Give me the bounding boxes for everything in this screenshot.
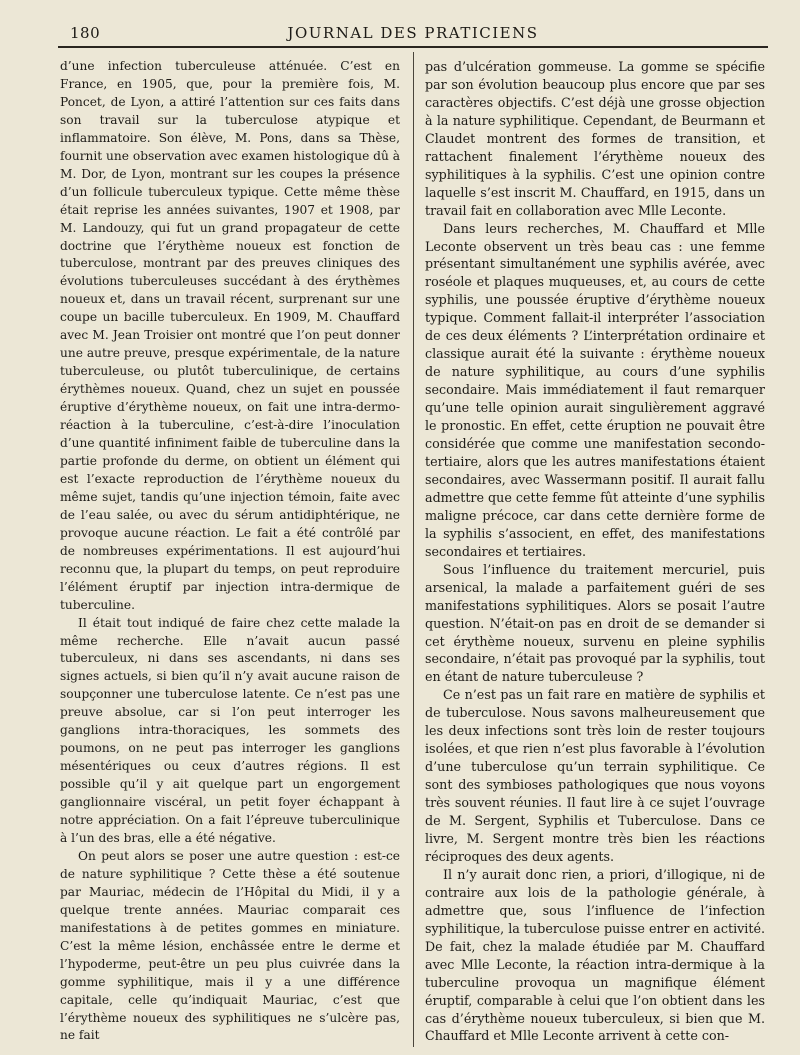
paragraph: Ce n’est pas un fait rare en matière de syphilis et de tuberculose. Nous savons malheureusement que les deux infections sont très loin de rester toujours isolées, et que rien n’est plus favorable à l’évolution d’une tuberculose qu’un terrain syphilitique. Ce sont des symbioses pathologiques que nous voyons très souvent réunies. Il faut lire à ce sujet l’ouvrage de M. Sergent, Syphilis et Tuberculose. Dans ce livre, M. Sergent montre très bien les réactions réciproques des deux agents. xyxy=(425,687,765,864)
paragraph: On peut alors se poser une autre question : est-ce de nature syphilitique ? Cette thèse a été soutenue par Mauriac, médecin de l’Hôpital du Midi, il y a quelque trente années. Mauriac comparait ces manifestations à de petites gommes en miniature. C’est la même lésion, enchâssée entre le derme et l’hypoderme, peut-être un peu plus cuivrée dans la gomme syphilitique, mais il y a une différence capitale, celle qu’indiquait Mauriac, c’est que l’érythème noueux des syphilitiques ne s’ulcère pas, ne fait xyxy=(60,848,400,1043)
page-header xyxy=(58,14,768,44)
right-column xyxy=(425,58,765,1045)
paragraph: Il était tout indiqué de faire chez cette malade la même recherche. Elle n’avait aucun passé tuberculeux, ni dans ses ascendants, ni dans ses signes actuels, si bien qu’il n’y avait aucune raison de soupçonner une tuberculose latente. Ce n’est pas une preuve absolue, car si l’on peut interroger les ganglions intra-thoraciques, les sommets des poumons, on ne peut pas interroger les ganglions mésentériques ou ceux d’autres régions. Il est possible qu’il y ait quelque part un engorgement ganglionnaire viscéral, un petit foyer échappant à notre appréciation. On a fait l’épreuve tuberculinique à l’un des bras, elle a été négative. xyxy=(60,615,400,845)
paragraph: Dans leurs recherches, M. Chauffard et Mlle Leconte observent un très beau cas : une femme présentant simultanément une syphilis avérée, avec roséole et plaques muqueuses, et, au cours de cette syphilis, une poussée éruptive d’érythème noueux typique. Comment fallait-il interpréter l’association de ces deux éléments ? L’interprétation ordinaire et classique aurait été la suivante : érythème noueux de nature syphilitique, au cours d’une syphilis secondaire. Mais immédiatement il faut remarquer qu’une telle opinion aurait singulièrement aggravé le pronostic. En effet, cette éruption ne pouvait être considérée que comme une manifestation secondo-tertiaire, alors que les autres manifestations étaient secondaires, avec Wassermann positif. Il aurait fallu admettre que cette femme fût atteinte d’une syphilis maligne précoce, car dans cette dernière forme de la syphilis s’associent, en effet, des manifestations secondaires et tertiaires. xyxy=(425,220,765,559)
paragraph: Sous l’influence du traitement mercuriel, puis arsenical, la malade a parfaitement guéri de ses manifestations syphilitiques. Alors se posait l’autre question. N’était-on pas en droit de se demander si cet érythème noueux, survenu en pleine syphilis secondaire, n’était pas provoqué par la syphilis, tout en étant de nature tuberculeuse ? xyxy=(425,561,765,685)
page-number: 180 xyxy=(70,24,101,42)
column-divider xyxy=(413,52,414,1047)
paragraph: d’une infection tuberculeuse atténuée. C’est en France, en 1905, que, pour la première fois, M. Poncet, de Lyon, a attiré l’attention sur ces faits dans son travail sur la tuberculose atypique et inflammatoire. Son élève, M. Pons, dans sa Thèse, fournit une observation avec examen histologique dû à M. Dor, de Lyon, montrant sur les coupes la présence d’un follicule tuberculeux typique. Cette même thèse était reprise les années suivantes, 1907 et 1908, par M. Landouzy, qui fut un grand propagateur de cette doctrine que l’érythème noueux est fonction de tuberculose, montrant par des preuves cliniques des évolutions tuberculeuses succédant à des érythèmes noueux et, dans un travail récent, surprenant sur une coupe un bacille tuberculeux. En 1909, M. Chauffard avec M. Jean Troisier ont montré que l’on peut donner une autre preuve, presque expérimentale, de la nature tuberculeuse, ou plutôt tuberculinique, de certains érythèmes noueux. Quand, chez un sujet en poussée éruptive d’érythème noueux, on fait une intra-dermo-réaction à la tuberculine, c’est-à-dire l’inoculation d’une quantité infiniment faible de tuberculine dans la partie profonde du derme, on obtient un élément qui est l’exacte reproduction de l’érythème noueux du même sujet, tandis qu’une injection témoin, faite avec de l’eau salée, ou avec du sérum antidiphtérique, ne provoque aucune réaction. Le fait a été contrôlé par de nombreuses expérimentations. Il est aujourd’hui reconnu que, la plupart du temps, on peut reproduire l’élément éruptif par injection intra-dermique de tuberculine. xyxy=(60,59,400,612)
header-rule xyxy=(58,46,768,48)
paragraph: Il n’y aurait donc rien, a priori, d’illogique, ni de contraire aux lois de la pathologie générale, à admettre que, sous l’influence de l’infection syphilitique, la tuberculose puisse entrer en activité. De fait, chez la malade étudiée par M. Chauffard avec Mlle Leconte, la réaction intra-dermique à la tuberculine provoqua un magnifique élément éruptif, comparable à celui que l’on obtient dans les cas d’érythème noueux tuberculeux, si bien que M. Chauffard et Mlle Leconte arrivent à cette con- xyxy=(425,866,765,1044)
left-column xyxy=(60,58,400,1045)
paragraph: pas d’ulcération gommeuse. La gomme se spécifie par son évolution beaucoup plus encore que par ses caractères objectifs. C’est déjà une grosse objection à la nature syphilitique. Cependant, de Beurmann et Claudet montrent des formes de transition, et rattachent finalement l’érythème noueux des syphilitiques à la syphilis. C’est une opinion contre laquelle s’est inscrit M. Chauffard, en 1915, dans un travail fait en collaboration avec Mlle Leconte. xyxy=(425,59,765,218)
running-head: JOURNAL DES PRATICIENS xyxy=(287,24,539,42)
